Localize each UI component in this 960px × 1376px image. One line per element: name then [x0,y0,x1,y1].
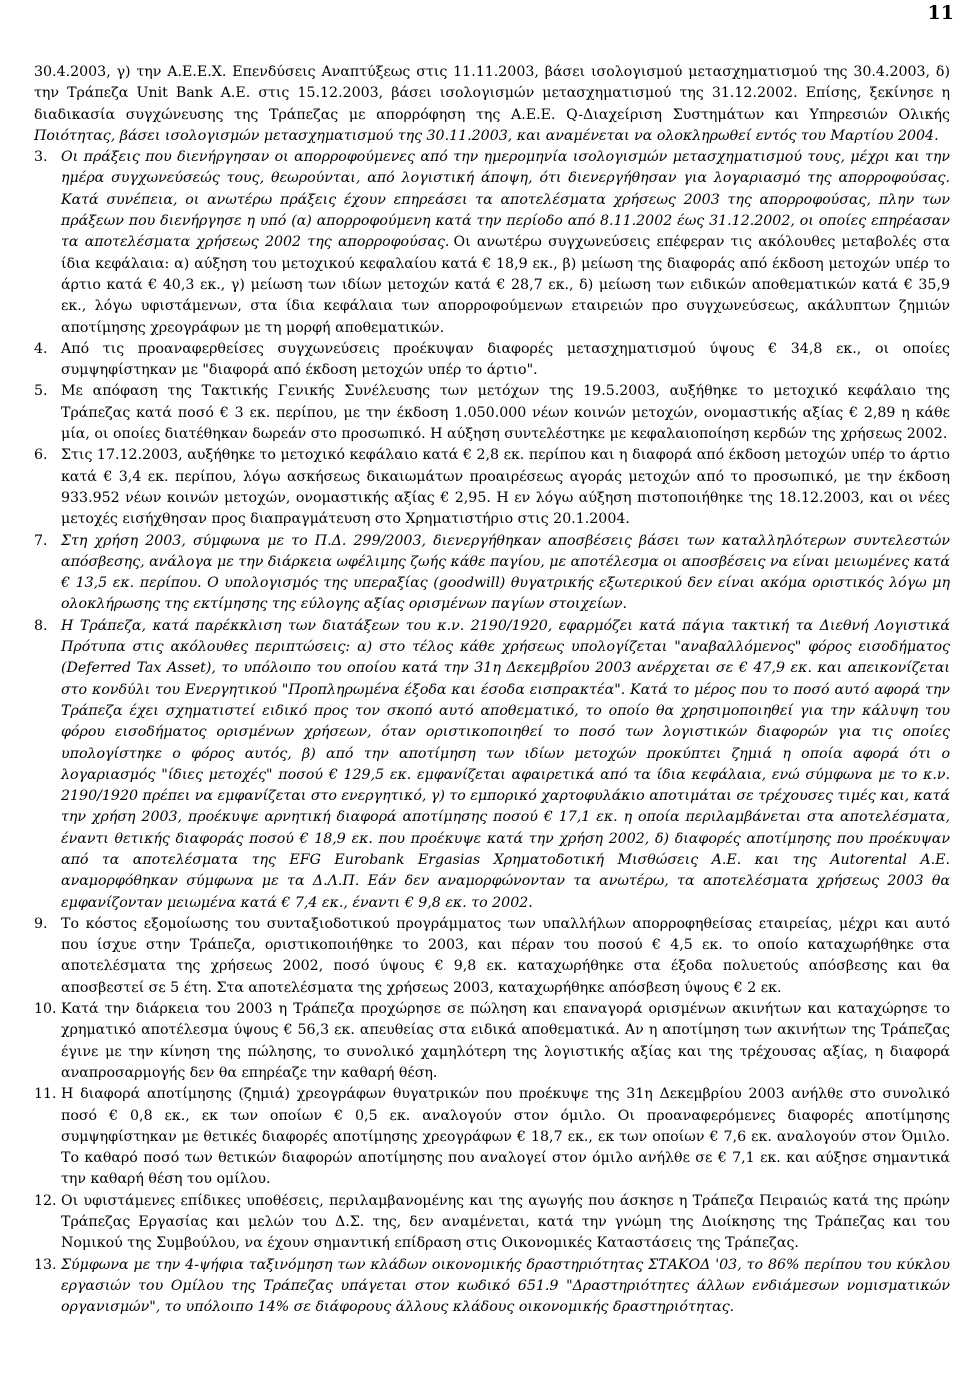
note-text-italic: Στη χρήση 2003, σύμφωνα με το Π.Δ. 299/2003, διενεργήθηκαν αποσβέσεις βάσει των καταλληλότερων συντελεστών απόσβεσης, ανάλογα με την διάρκεια ωφέλιμης ζωής κάθε παγίου, με αποτέλεσμα οι αποσβέσεις να είναι μειωμένες κατά € 13,5 εκ. περίπου. Ο υπολογισμός της υπεραξίας (goodwill) θυγατρικής εξωτερικού δεν είναι ακόμα οριστικός λόγω μη ολοκλήρωσης της εκτίμησης της εύλογης αξίας ορισμένων παγίων στοιχείων. [61,532,950,613]
note-number: 7. [34,532,48,549]
note-text: Η διαφορά αποτίμησης (ζημιά) χρεογράφων θυγατρικών που προέκυψε της 31η Δεκεμβρίου 2003 ανήλθε στο συνολικό ποσό € 0,8 εκ., εκ των οποίων € 0,5 εκ. αναλογούν στον όμιλο. Οι προαναφερόμενες διαφορές αποτίμησης συμψηφίστηκαν με θετικές διαφορές αποτίμησης χρεογράφων € 18,7 εκ., εκ των οποίων € 7,6 εκ. αναλογούν στον Όμιλο. Το καθαρό ποσό των θετικών διαφορών αποτίμησης που αναλογεί στον όμιλο ανήλθε σε € 7,1 εκ. και αύξησε σημαντικά την καθαρή θέση του ομίλου. [61,1086,950,1188]
note-number: 4. [34,340,48,357]
note-number: 9. [34,915,48,932]
note-text: Με απόφαση της Τακτικής Γενικής Συνέλευσης των μετόχων της 19.5.2003, αυξήθηκε το μετοχικό κεφάλαιο της Τράπεζας κατά ποσό € 3 εκ. περίπου, με την έκδοση 1.050.000 νέων κοινών μετοχών, ονομαστικής αξίας € 2,89 η κάθε μία, οι οποίες διατέθηκαν δωρεάν στο προσωπικό. Η αύξηση συντελέστηκε με κεφαλαιοποίηση κερδών της χρήσεως 2002. [61,383,950,443]
note-text-italic: Οι πράξεις που διενήργησαν οι απορροφούμενες από την ημερομηνία ισολογισμών μετασχηματισμού τους, μέχρι και την ημέρα συγχωνεύσεώς τους, θεωρούνται, από λογιστική άποψη, ότι διενεργήθησαν για λογαριασμό της απορροφούσας. Κατά συνέπεια, οι ανωτέρω πράξεις έχουν επηρεάσει τα αποτελέσματα χρήσεως 2003 της απορροφούσας, πλην των πράξεων που διενήργησε η υπό (α) απορροφούμενη κατά την περίοδο από 8.11.2002 έως 31.12.2002, οι οποίες επηρέασαν τα αποτελέσματα χρήσεως 2002 της απορροφούσας. [61,149,950,251]
note-12 [34,1191,950,1255]
intro-text-italic: Ποιότητας, βάσει ισολογισμών μετασχηματισμού της 30.11.2003, και αναμένεται να ολοκληρωθεί εντός του Μαρτίου 2004. [34,127,939,144]
note-number: 11. [34,1086,57,1103]
note-text-italic: Σύμφωνα με την 4-ψήφια ταξινόμηση των κλάδων οικονομικής δραστηριότητας ΣΤΑΚΟΔ '03, το 86% περίπου του κύκλου εργασιών του Ομίλου της Τράπεζας υπάγεται στον κωδικό 651.9 "Δραστηριότητες άλλων ενδιάμεσων νομισματικών οργανισμών", το υπόλοιπο 14% σε διάφορους άλλους κλάδους οικονομικής δραστηριότητας. [61,1256,950,1316]
note-5 [34,381,950,445]
document-body [34,62,950,1319]
note-number: 8. [34,617,48,634]
note-number: 6. [34,447,48,464]
note-text: Από τις προαναφερθείσες συγχωνεύσεις προέκυψαν διαφορές μετασχηματισμού ύψους € 34,8 εκ., οι οποίες συμψηφίστηκαν με "διαφορά από έκδοση μετοχών υπέρ το άρτιο". [61,340,950,379]
note-text: Οι ανωτέρω συγχωνεύσεις επέφεραν τις ακόλουθες μεταβολές στα ίδια κεφάλαια: α) αύξηση του μετοχικού κεφαλαίου κατά € 18,9 εκ., β) μείωση της διαφοράς από έκδοση μετοχών υπέρ το άρτιο κατά € 40,3 εκ., γ) μείωση των ιδίων μετοχών κατά € 28,7 εκ., δ) μείωση των ειδικών αποθεματικών κατά € 35,9 εκ., λόγω υφιστάμενων, στα ίδια κεφάλαια των απορροφούμενων εταιρειών προ συγχωνεύσεως, ακάλυπτων ζημιών αποτίμησης χρεογράφων με τη μορφή αποθεματικών. [61,234,950,336]
intro-paragraph [34,62,950,147]
note-number: 10. [34,1001,57,1018]
note-6 [34,445,950,530]
note-number: 12. [34,1192,57,1209]
note-7 [34,531,950,616]
note-text: Οι υφιστάμενες επίδικες υποθέσεις, περιλαμβανομένης και της αγωγής που άσκησε η Τράπεζα Πειραιώς κατά της πρώην Τράπεζας Εργασίας και μελών του Δ.Σ. της, δεν αναμένεται, κατά την γνώμη της Διοίκησης της Τράπεζας και του Νομικού της Συμβούλου, να έχουν σημαντική επίδραση στις Οικονομικές Καταστάσεις της Τράπεζας. [61,1192,950,1252]
note-10 [34,999,950,1084]
intro-text: 30.4.2003, γ) την Α.Ε.Ε.Χ. Επενδύσεις Αναπτύξεως στις 11.11.2003, βάσει ισολογισμού μετασχηματισμού της 30.4.2003, δ) την Τράπεζα Unit Bank Α.Ε. στις 15.12.2003, βάσει ισολογισμών μετασχηματισμού της 31.12.2002. Επίσης, ξεκίνησε η διαδικασία συγχώνευσης της Τράπεζας με απορρόφηση της Α.Ε.Ε. Q-Διαχείριση Συστημάτων και Υπηρεσιών Ολικής [34,64,950,123]
page-number: 11 [927,2,954,24]
note-text: Στις 17.12.2003, αυξήθηκε το μετοχικό κεφάλαιο κατά € 2,8 εκ. περίπου και η διαφορά από έκδοση μετοχών υπέρ το άρτιο κατά € 3,4 εκ. περίπου, λόγω ασκήσεως δικαιωμάτων προαιρέσεως αγοράς μετοχών από το προσωπικό, με την έκδοση 933.952 νέων κοινών μετοχών, ονομαστικής αξίας € 2,95. Η εν λόγω αύξηση πιστοποιήθηκε της 18.12.2003, και οι νέες μετοχές εισήχθησαν προς διαπραγμάτευση στο Χρηματιστήριο στις 20.1.2004. [61,447,950,528]
note-11 [34,1084,950,1190]
note-13 [34,1255,950,1319]
note-9 [34,914,950,999]
note-text: Κατά την διάρκεια του 2003 η Τράπεζα προχώρησε σε πώληση και επαναγορά ορισμένων ακινήτων και καταχώρησε το χρηματικό αποτέλεσμα ύψους € 56,3 εκ. απευθείας στα ειδικά αποθεματικά. Αν η αποτίμηση των ακινήτων της Τράπεζας έγινε με την κίνηση της πώλησης, το συνολικό χαμηλότερη της λογιστικής αξίας και της τρέχουσας αξίας, η διαφορά αναπροσαρμογής δεν θα επηρέαζε την καθαρή θέση. [61,1001,950,1081]
note-number: 3. [34,149,48,166]
note-text: Το κόστος εξομοίωσης του συνταξιοδοτικού προγράμματος των υπαλλήλων απορροφηθείσας εταιρείας, μέχρι και αυτό που ίσχυε στην Τράπεζα, οριστικοποιήθηκε το 2003, και πέραν του ποσού € 4,5 εκ. το οποίο καταχωρήθηκε στα αποτελέσματα της χρήσεως 2002, ποσό ύψους € 9,8 εκ. καταχωρήθηκε στα έξοδα πολυετούς απόσβεσης και θα αποσβεστεί σε 5 έτη. Στα αποτελέσματα της χρήσεως 2003, καταχωρήθηκε απόσβεση ύψους € 2 εκ. [61,915,950,996]
note-number: 13. [34,1256,57,1273]
note-text-italic: Η Τράπεζα, κατά παρέκκλιση των διατάξεων του κ.ν. 2190/1920, εφαρμόζει κατά πάγια τακτική τα Διεθνή Λογιστικά Πρότυπα στις ακόλουθες περιπτώσεις: α) στο τέλος κάθε χρήσεως υπολογίζεται "αναβαλλόμενος" φόρος εισοδήματος (Deferred Tax Asset), το υπόλοιπο του οποίου κατά την 31η Δεκεμβρίου 2003 ανέρχεται σε € 47,9 εκ. και απεικονίζεται στο κονδύλι του Ενεργητικού "Προπληρωμένα έξοδα και έσοδα εισπρακτέα". Κατά το μέρος που το ποσό αυτό αφορά την Τράπεζα έχει σχηματιστεί ειδικό προς τον σκοπό αυτό αποθεματικό, το οποίο θα χρησιμοποιηθεί για την κάλυψη του φόρου εισοδήματος ορισμένων χρήσεων, όταν οριστικοποιηθεί το ποσό των λογιστικών διαφορών για τις οποίες υπολογίστηκε ο φόρος αυτός, β) από την αποτίμηση των ιδίων μετοχών προκύπτει ζημιά η οποία αφορά ότι ο λογαριασμός "ίδιες μετοχές" ποσού € 129,5 εκ. εμφανίζεται αφαιρετικά από τα ίδια κεφάλαια, ενώ σύμφωνα με το κ.ν. 2190/1920 πρέπει να εμφανίζεται στο ενεργητικό, γ) το εμπορικό χαρτοφυλάκιο αποτιμάται σε τρέχουσες τιμές και, κατά την χρήση 2003, προέκυψε αρνητική διαφορά αποτίμησης ποσού € 17,1 εκ. η οποία περιλαμβάνεται στα αποτελέσματα, έναντι θετικής διαφοράς ποσού € 18,9 εκ. που προέκυψε κατά την χρήση 2002, δ) διαφορές αποτίμησης που προέκυψαν από τα αποτελέσματα της EFG Eurobank Ergasias Χρηματοδοτική Μισθώσεις Α.Ε. και της Autorental Α.Ε. αναμορφόθηκαν σύμφωνα με τα Δ.Λ.Π. Εάν δεν αναμορφώνονταν τα ανωτέρω, τα αποτελέσματα χρήσεως 2003 θα εμφανίζονταν μειωμένα κατά € 7,4 εκ., έναντι € 9,8 εκ. το 2002. [61,617,950,911]
note-3 [34,147,950,339]
note-4 [34,339,950,382]
note-8 [34,616,950,914]
note-number: 5. [34,383,48,400]
